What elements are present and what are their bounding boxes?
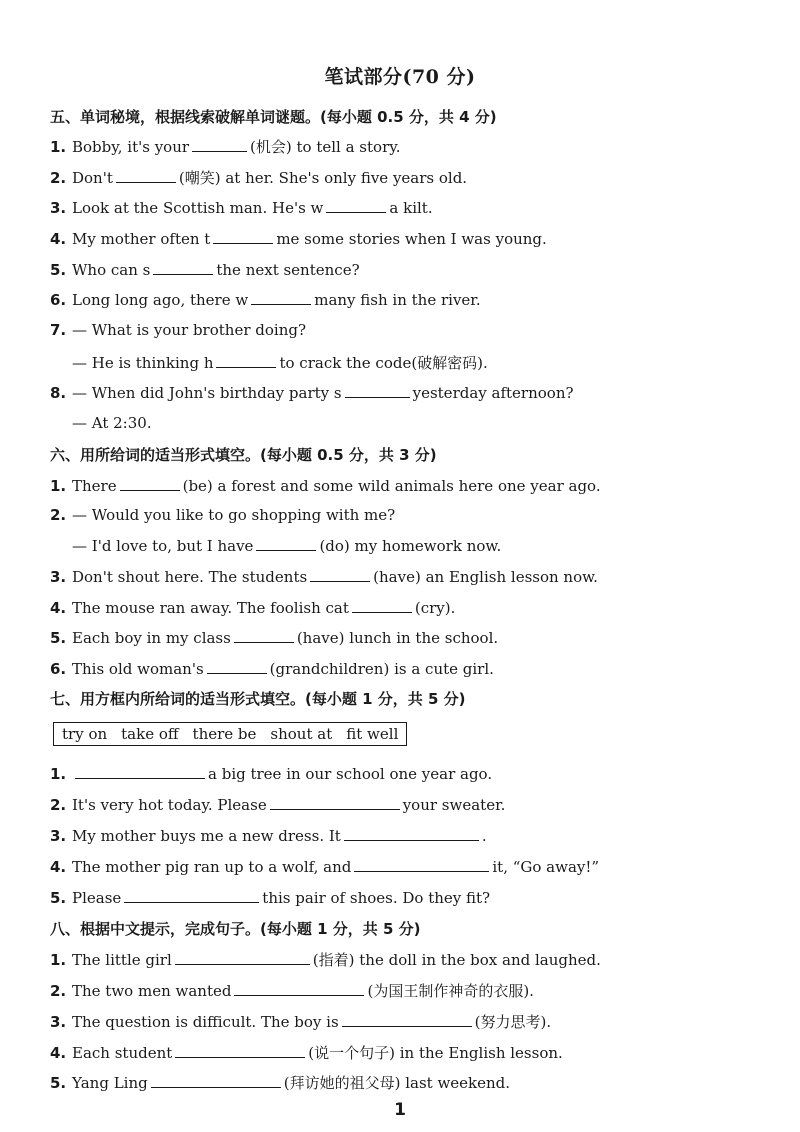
answer-blank[interactable] [354,857,489,872]
word-bank-item: shout at [270,725,333,743]
q-number: 5. [50,261,67,279]
answer-blank[interactable] [234,981,364,996]
answer-blank[interactable] [124,888,259,903]
q-number: 6. [50,291,67,309]
q-number: 4. [50,599,67,617]
section-8-heading: 八、根据中文提示，完成句子。(每小题 1 分，共 5 分) [50,920,421,938]
answer-blank[interactable] [116,168,176,183]
s5-q6: 6. Long long ago, there w many fish in the river. [50,291,481,309]
q-number: 7. [50,321,67,339]
answer-blank[interactable] [216,353,276,368]
q-number: 5. [50,1074,67,1092]
s5-q8: 8. — When did John's birthday party s yesterday afternoon? [50,384,574,402]
s8-q3: 3. The question is difficult. The boy is (努力思考). [50,1013,552,1031]
word-bank-item: take off [121,725,179,743]
s8-q2: 2. The two men wanted (为国王制作神奇的衣服). [50,982,534,1000]
word-bank-item: there be [192,725,257,743]
s6-q1: 1. There (be) a forest and some wild animals here one year ago. [50,477,601,495]
s5-q4: 4. My mother often t me some stories when I was young. [50,230,547,248]
q-number: 6. [50,660,67,678]
q-number: 4. [50,230,67,248]
s6-q4: 4. The mouse ran away. The foolish cat (cry). [50,599,456,617]
answer-blank[interactable] [153,260,213,275]
s8-q4: 4. Each student (说一个句子) in the English lesson. [50,1044,563,1062]
s6-q6: 6. This old woman's (grandchildren) is a cute girl. [50,660,494,678]
s8-q5: 5. Yang Ling (拜访她的祖父母) last weekend. [50,1074,511,1092]
q-number: 3. [50,1013,67,1031]
s7-q2: 2. It's very hot today. Please your sweater. [50,796,506,814]
answer-blank[interactable] [207,659,267,674]
answer-blank[interactable] [256,536,316,551]
q-number: 5. [50,889,67,907]
s6-q3: 3. Don't shout here. The students (have) an English lesson now. [50,568,598,586]
q-number: 5. [50,629,67,647]
section-7-heading: 七、用方框内所给词的适当形式填空。(每小题 1 分，共 5 分) [50,690,466,708]
answer-blank[interactable] [352,598,412,613]
answer-blank[interactable] [345,383,410,398]
answer-blank[interactable] [213,229,273,244]
section-6-heading: 六、用所给词的适当形式填空。(每小题 0.5 分，共 3 分) [50,446,437,464]
s6-q2: 2. — Would you like to go shopping with me? [50,506,396,524]
s7-q5: 5. Please this pair of shoes. Do they fit? [50,889,491,907]
answer-blank[interactable] [326,198,386,213]
s6-q5: 5. Each boy in my class (have) lunch in the school. [50,629,499,647]
answer-blank[interactable] [192,137,247,152]
s8-q1: 1. The little girl (指着) the doll in the box and laughed. [50,951,601,969]
answer-blank[interactable] [175,950,310,965]
word-bank-item: fit well [346,725,399,743]
q-number: 2. [50,169,67,187]
answer-blank[interactable] [75,764,205,779]
q-number: 4. [50,1044,67,1062]
word-bank-box [53,722,407,746]
q-number: 3. [50,199,67,217]
q-number: 1. [50,951,67,969]
q-number: 3. [50,568,67,586]
answer-blank[interactable] [344,826,479,841]
word-bank-item: try on [62,725,108,743]
s5-q2: 2. Don't (嘲笑) at her. She's only five years old. [50,169,468,187]
q-number: 3. [50,827,67,845]
q-number: 1. [50,765,67,783]
s5-q3: 3. Look at the Scottish man. He's w a kilt. [50,199,433,217]
s6-q2-answer: — I'd love to, but I have (do) my homework now. [72,537,502,555]
s5-q5: 5. Who can s the next sentence? [50,261,360,279]
q-number: 2. [50,506,67,524]
answer-blank[interactable] [270,795,400,810]
answer-blank[interactable] [151,1073,281,1088]
s5-q1: 1. Bobby, it's your (机会) to tell a story. [50,138,401,156]
answer-blank[interactable] [342,1012,472,1027]
q-number: 8. [50,384,67,402]
q-number: 1. [50,477,67,495]
page-number: 1 [394,1100,406,1120]
s5-q8-answer: — At 2:30. [72,414,152,432]
answer-blank[interactable] [310,567,370,582]
section-5-heading: 五、单词秘境，根据线索破解单词谜题。(每小题 0.5 分，共 4 分) [50,108,497,126]
q-number: 4. [50,858,67,876]
s7-q1: 1. a big tree in our school one year ago. [50,765,493,783]
s5-q7: 7. — What is your brother doing? [50,321,306,339]
answer-blank[interactable] [120,476,180,491]
q-number: 2. [50,982,67,1000]
q-number: 2. [50,796,67,814]
s7-q4: 4. The mother pig ran up to a wolf, and it, “Go away!” [50,858,600,876]
page-title: 笔试部分(70 分) [324,66,476,88]
answer-blank[interactable] [234,628,294,643]
answer-blank[interactable] [251,290,311,305]
q-number: 1. [50,138,67,156]
s5-q7-answer: — He is thinking h to crack the code(破解密码). [72,354,488,372]
s7-q3: 3. My mother buys me a new dress. It . [50,827,487,845]
answer-blank[interactable] [175,1043,305,1058]
